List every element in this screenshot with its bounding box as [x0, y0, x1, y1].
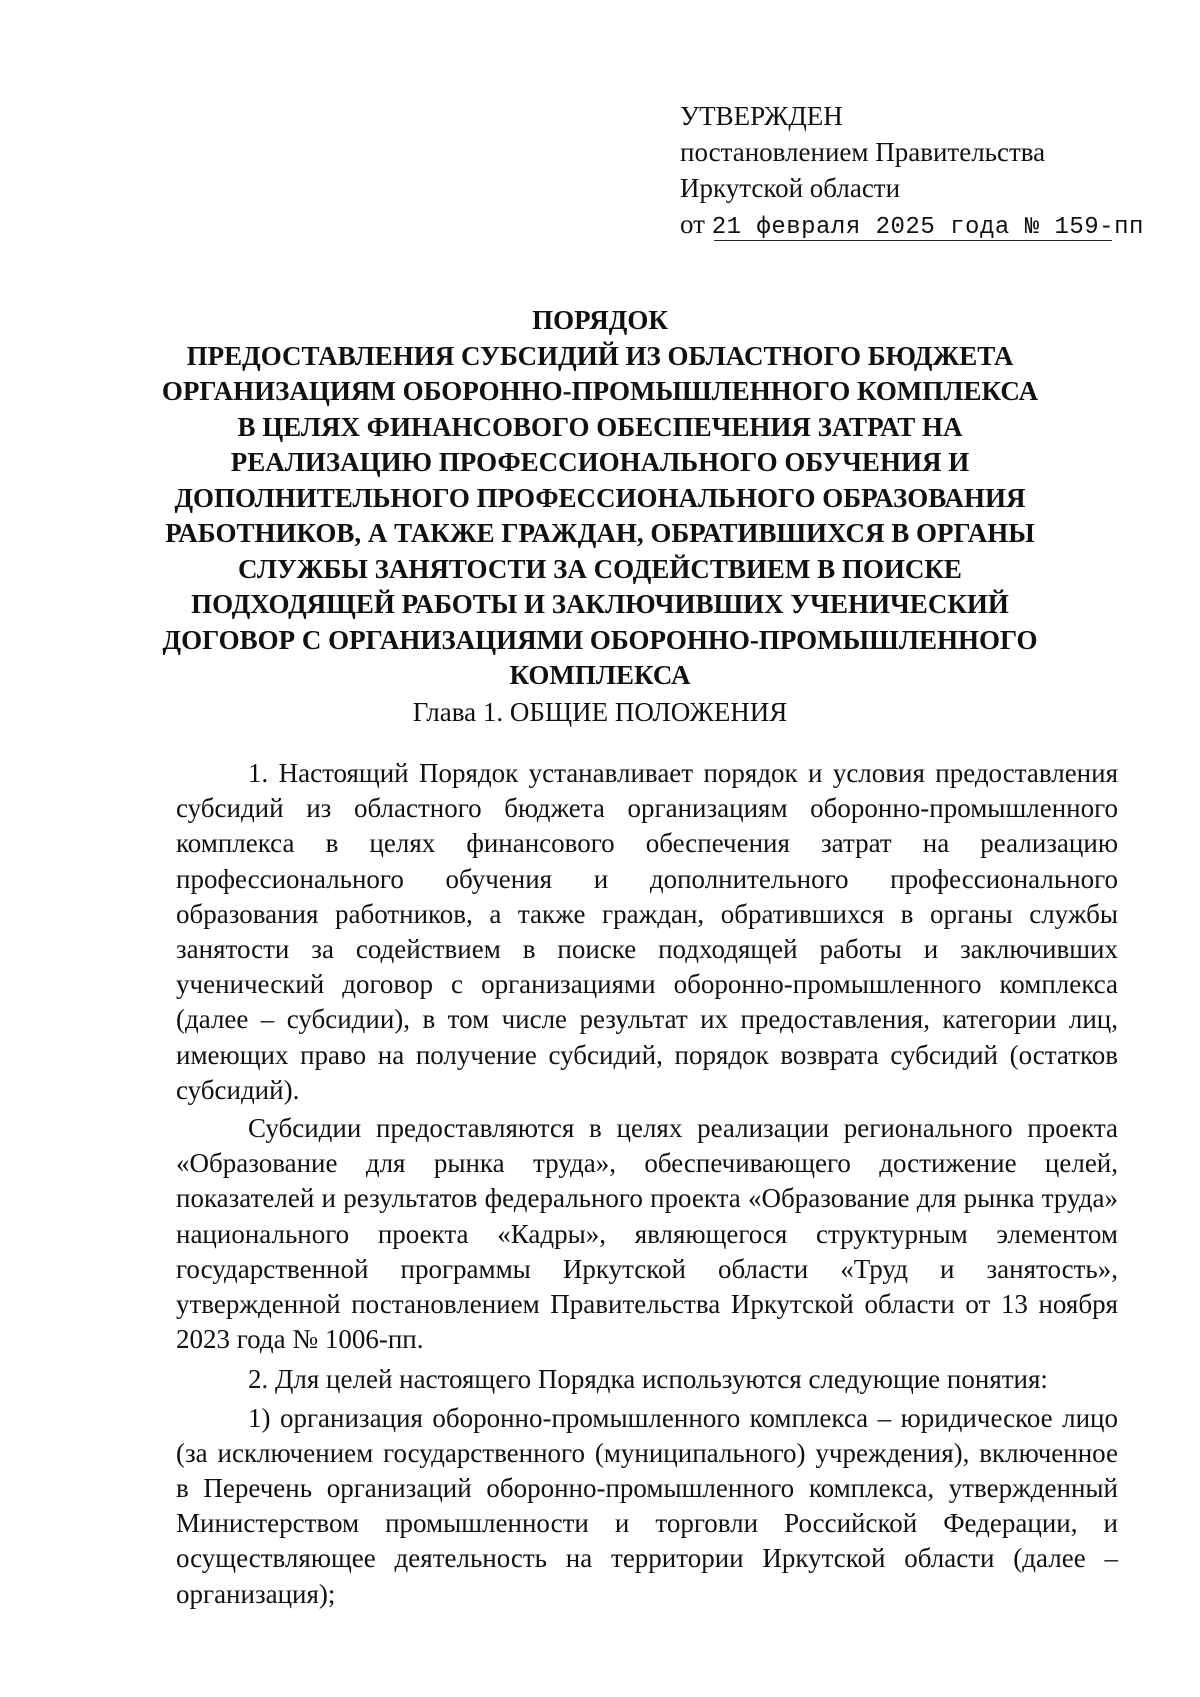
title-line: РАБОТНИКОВ, А ТАКЖЕ ГРАЖДАН, ОБРАТИВШИХСЯ В ОРГАНЫ — [165, 518, 1035, 548]
approval-resolution-line: постановлением Правительства — [680, 137, 1046, 167]
approval-region-line: Иркутской области — [680, 173, 901, 203]
paragraph-2: Субсидии предоставляются в целях реализации регионального проекта «Образование для рынка труда», обеспечивающего достижение целей, показателей и результатов федерального проекта «Образование для рынка труда» национального проекта «Кадры», являющегося структурным элементом государственной программы Иркутской области «Труд и занятость», утвержденной постановлением Правительства Иркутской области от 13 ноября 2023 года № 1006-пп. — [176, 1113, 1118, 1355]
document-body — [176, 756, 1118, 1612]
document-title — [120, 303, 1080, 694]
title-line: ДОПОЛНИТЕЛЬНОГО ПРОФЕССИОНАЛЬНОГО ОБРАЗОВАНИЯ — [174, 482, 1026, 513]
title-line: КОМПЛЕКСА — [509, 660, 691, 690]
title-line: ДОГОВОР С ОРГАНИЗАЦИЯМИ ОБОРОННО-ПРОМЫШЛЕННОГО — [162, 624, 1038, 655]
title-line: ОРГАНИЗАЦИЯМ ОБОРОННО-ПРОМЫШЛЕННОГО КОМПЛЕКСА — [161, 376, 1039, 406]
approval-block — [680, 98, 1160, 246]
title-line: В ЦЕЛЯХ ФИНАНСОВОГО ОБЕСПЕЧЕНИЯ ЗАТРАТ НА — [237, 411, 963, 442]
paragraph-3: 2. Для целей настоящего Порядка используются следующие понятия: — [248, 1364, 1048, 1395]
paragraph-4: 1) организация оборонно-промышленного комплекса – юридическое лицо (за исключением государственного (муниципального) учреждения), включенное в Перечень организаций оборонно-промышленного комплекса, утвержденный Министерством промышленности и торговли Российской Федерации, и осуществляющее деятельность на территории Иркутской области (далее – организация); — [176, 1402, 1118, 1609]
title-line: ПОРЯДОК — [532, 305, 668, 335]
title-line: СЛУЖБЫ ЗАНЯТОСТИ ЗА СОДЕЙСТВИЕМ В ПОИСКЕ — [238, 553, 962, 584]
approval-date-prefix: от — [680, 209, 705, 239]
approval-heading: УТВЕРЖДЕН — [680, 101, 843, 131]
chapter-heading: Глава 1. ОБЩИЕ ПОЛОЖЕНИЯ — [412, 697, 788, 727]
title-line: РЕАЛИЗАЦИЮ ПРОФЕССИОНАЛЬНОГО ОБУЧЕНИЯ И — [230, 447, 970, 477]
title-line: ПРЕДОСТАВЛЕНИЯ СУБСИДИЙ ИЗ ОБЛАСТНОГО БЮДЖЕТА — [186, 340, 1014, 371]
approval-date-line — [680, 206, 1160, 246]
approval-date-underline — [714, 240, 1112, 241]
paragraph-1: 1. Настоящий Порядок устанавливает порядок и условия предоставления субсидий из областного бюджета организациям оборонно-промышленного комплекса в целях финансового обеспечения затрат на реализацию профессионального обучения и дополнительного профессионального образования работников, а также граждан, обратившихся в органы службы занятости за содействием в поиске подходящей работы и заключивших ученический договор с организациями оборонно-промышленного комплекса (далее – субсидии), в том числе результат их предоставления, категории лиц, имеющих право на получение субсидий, порядок возврата субсидий (остатков субсидий). — [176, 758, 1118, 1105]
title-line: ПОДХОДЯЩЕЙ РАБОТЫ И ЗАКЛЮЧИВШИХ УЧЕНИЧЕСКИЙ — [191, 589, 1009, 619]
approval-date-value: 21 февраля 2025 года № 159-пп — [711, 214, 1144, 241]
